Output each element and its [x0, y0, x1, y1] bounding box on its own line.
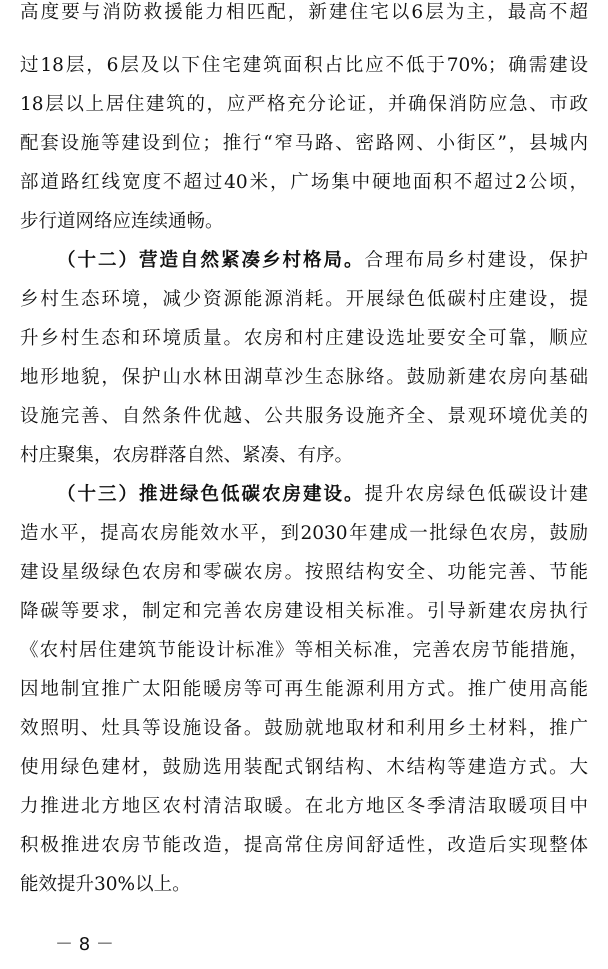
text-line: 乡村生态环境，减少资源能源消耗。开展绿色低碳村庄建设，提	[20, 289, 588, 310]
text-line: 造水平，提高农房能效水平，到2030年建成一批绿色农房，鼓励	[20, 523, 588, 544]
text-line: 效照明、灶具等设施设备。鼓励就地取材和利用乡土材料，推广	[20, 718, 588, 739]
text-line: 能效提升30%以上。	[20, 874, 191, 895]
section-heading: （十二）营造自然紧凑乡村格局。	[57, 250, 365, 271]
text-line: 18层以上居住建筑的，应严格充分论证，并确保消防应急、市政	[20, 94, 588, 115]
section-first-line	[57, 484, 588, 506]
section-first-line-text: 合理布局乡村建设，保护	[364, 250, 588, 271]
text-line: 过18层，6层及以下住宅建筑面积占比应不低于70%；确需建设	[20, 55, 588, 76]
text-line: 配套设施等建设到位；推行“窄马路、密路网、小街区”，县城内	[20, 133, 588, 154]
text-line: 《农村居住建筑节能设计标准》等相关标准，完善农房节能措施，	[20, 640, 588, 661]
text-line: 地形地貌，保护山水林田湖草沙生态脉络。鼓励新建农房向基础	[20, 367, 588, 388]
text-line: 积极推进农房节能改造，提高常住房间舒适性，改造后实现整体	[20, 835, 588, 856]
text-line: 因地制宜推广太阳能暖房等可再生能源利用方式。推广使用高能	[20, 679, 588, 700]
section-heading: （十三）推进绿色低碳农房建设。	[57, 484, 365, 505]
text-line: 使用绿色建材，鼓励选用装配式钢结构、木结构等建造方式。大	[20, 757, 588, 778]
text-line: 高度要与消防救援能力相匹配，新建住宅以6层为主，最高不超	[20, 2, 588, 23]
text-line: 设施完善、自然条件优越、公共服务设施齐全、景观环境优美的	[20, 406, 588, 427]
text-line: 村庄聚集，农房群落自然、紧凑、有序。	[20, 445, 354, 466]
text-line: 建设星级绿色农房和零碳农房。按照结构安全、功能完善、节能	[20, 562, 588, 583]
page-number: － 8 －	[55, 934, 114, 955]
text-line: 升乡村生态和环境质量。农房和村庄建设选址要安全可靠，顺应	[20, 328, 588, 349]
section-first-line	[57, 250, 588, 272]
text-line: 步行道网络应连续通畅。	[20, 211, 224, 232]
text-line: 力推进北方地区农村清洁取暖。在北方地区冬季清洁取暖项目中	[20, 796, 588, 817]
section-first-line-text: 提升农房绿色低碳设计建	[364, 484, 588, 505]
text-line: 部道路红线宽度不超过40米，广场集中硬地面积不超过2公顷，	[20, 172, 588, 193]
text-line: 降碳等要求，制定和完善农房建设相关标准。引导新建农房执行	[20, 601, 588, 622]
